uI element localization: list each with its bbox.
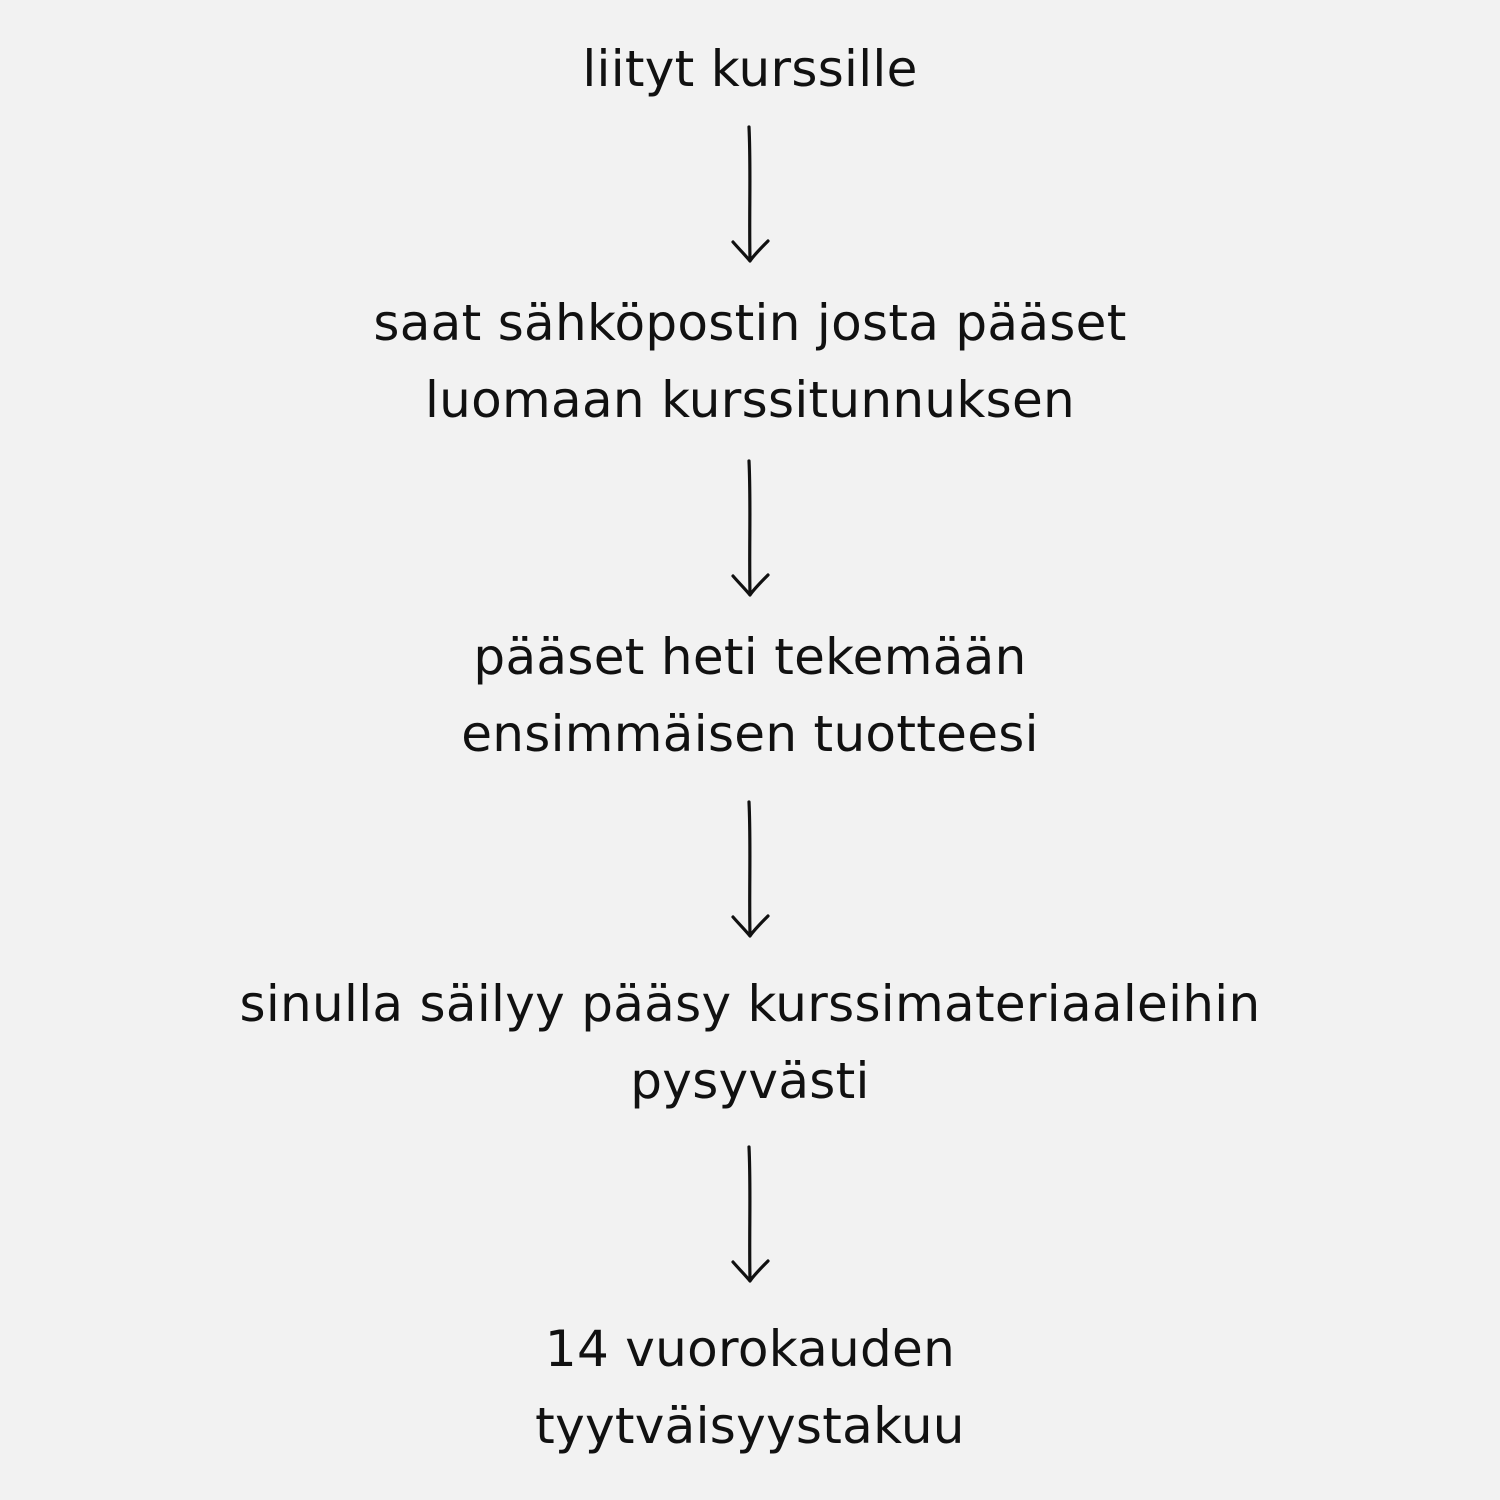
step-text-line: pysyvästi [630, 1052, 870, 1110]
step-text-line: pääset heti tekemään [473, 628, 1027, 686]
step-text-line: sinulla säilyy pääsy kurssimateriaaleihin [239, 975, 1261, 1033]
step-first-product [0, 619, 1500, 773]
step-receive-email [0, 285, 1500, 439]
step-join-course [0, 31, 1500, 108]
down-arrow-icon [720, 124, 780, 264]
step-permanent-access [0, 966, 1500, 1120]
down-arrow-icon [720, 1144, 780, 1284]
down-arrow-icon [720, 799, 780, 939]
step-text-line: saat sähköpostin josta pääset [373, 294, 1127, 352]
step-satisfaction-guarantee [0, 1311, 1500, 1465]
down-arrow-icon [720, 458, 780, 598]
step-text-line: 14 vuorokauden [544, 1320, 956, 1378]
step-text-line: liityt kurssille [582, 40, 918, 98]
step-text-line: tyytväisyystakuu [535, 1397, 965, 1455]
step-text-line: ensimmäisen tuotteesi [461, 705, 1039, 763]
step-text-line: luomaan kurssitunnuksen [424, 371, 1076, 429]
